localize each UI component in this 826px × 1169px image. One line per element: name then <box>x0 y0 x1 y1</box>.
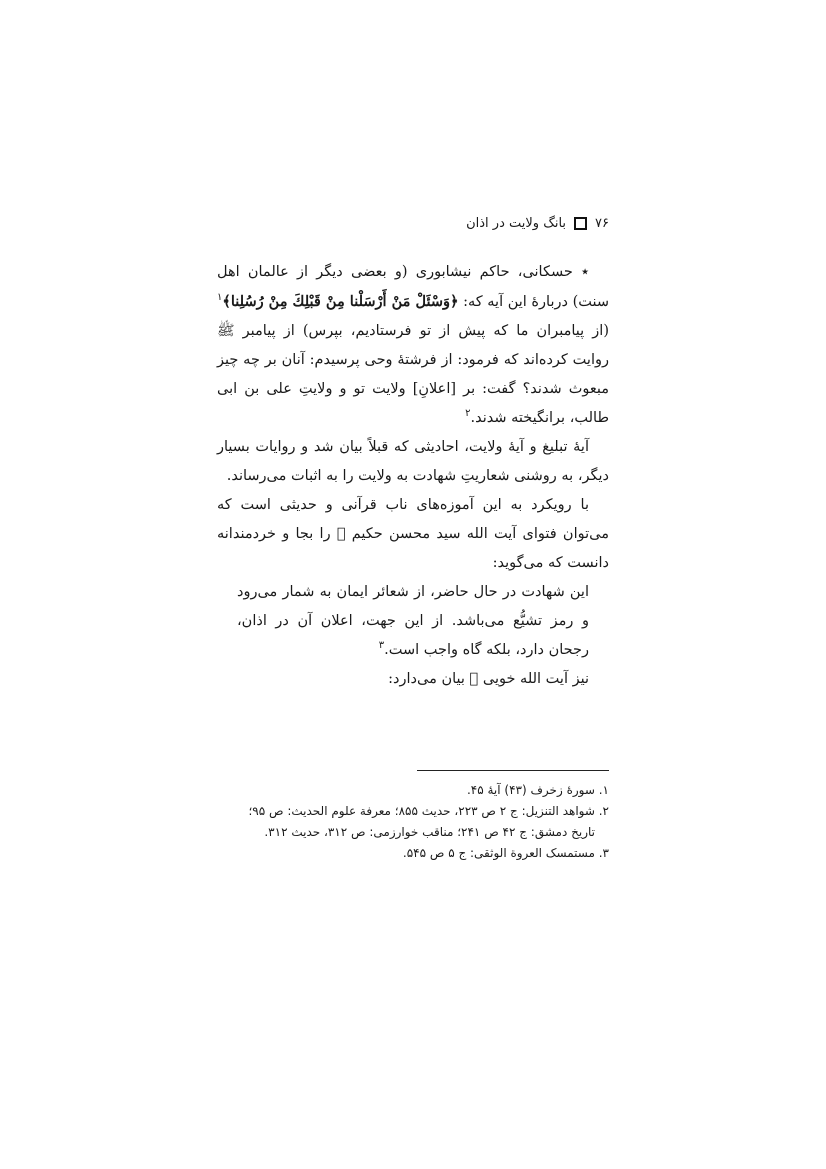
paragraph-1-rest: (از پیامبران ما که پیش از تو فرستادیم، بپرس) از پیامبر ﷺ روایت کرده‌اند که فرمود: از فرشتهٔ وحی پرسیدم: آنان بر چه چیز مبعوث شدند؟ گفت: بر [اعلانِ] ولایت تو و ولایتِ علی بن ابی طالب، برانگیخته شدند. <box>217 323 609 426</box>
paragraph-4: نیز آیت الله خویی ﷨ بیان می‌دارد: <box>388 671 589 687</box>
footnote-3: ۳. مستمسک العروة الوثقی: ج ۵ ص ۵۴۵. <box>402 846 609 860</box>
footnote-ref-3[interactable]: ۳ <box>378 640 385 652</box>
paragraph-1 <box>217 258 609 433</box>
body-text <box>217 258 609 694</box>
footnotes <box>217 780 609 864</box>
footnote-ref-2[interactable]: ۲ <box>465 408 471 420</box>
footnote-2: ۲. شواهد التنزیل: ج ۲ ص ۲۲۳، حدیث ۸۵۵؛ معرفة علوم الحدیث: ص ۹۵؛ <box>248 804 609 818</box>
running-header <box>466 216 609 231</box>
page-number: ۷۶ <box>595 216 609 231</box>
quran-verse: ﴿وَسْئَلْ مَنْ أَرْسَلْنا مِنْ قَبْلِكَ مِنْ رُسُلِنا﴾ <box>222 293 459 310</box>
fatwa-quote <box>237 578 589 665</box>
footnote-1: ۱. سورهٔ زخرف (۴۳) آیهٔ ۴۵. <box>466 783 609 797</box>
footnote-separator <box>417 770 609 771</box>
footnote-2-continued: تاریخ دمشق: ج ۴۲ ص ۲۴۱؛ مناقب خوارزمی: ص ۳۱۲، حدیث ۳۱۲. <box>264 825 595 839</box>
paragraph-3: با رویکرد به این آموزه‌های ناب قرآنی و حدیثی است که می‌توان فتوای آیت الله سید محسن حکیم ﷨ را بجا و خردمندانه دانست که می‌گوید: <box>217 497 609 571</box>
fatwa-quote-text: این شهادت در حال حاضر، از شعائر ایمان به شمار می‌رود و رمز تشیُّع می‌باشد. از این جهت، اعلان آن در اذان، رجحان دارد، بلکه گاه واجب است. <box>237 584 589 658</box>
footnote-ref-1[interactable]: ۱ <box>217 292 223 304</box>
running-title: بانگ ولایت در اذان <box>466 216 567 231</box>
paragraph-1-lead: ٭ حسکانی، حاکم نیشابوری (و بعضی دیگر از عالمان اهل سنت) دربارهٔ این آیه که: <box>217 264 609 310</box>
paragraph-2: آیهٔ تبلیغ و آیهٔ ولایت، احادیثی که قبلاً بیان شد و روایات بسیار دیگر، به روشنی شعاریتِ شهادت به ولایت را به اثبات می‌رساند. <box>217 439 609 484</box>
square-bullet-icon <box>574 217 587 230</box>
